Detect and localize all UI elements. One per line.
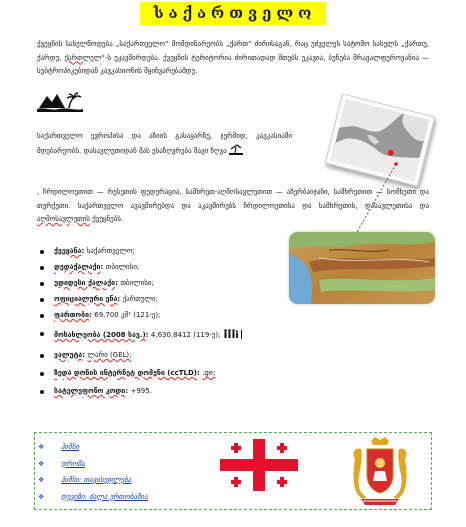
fact-currency: ვალუტა: ლარი (GEL); — [40, 351, 290, 360]
fact-key: ოფიციალური ენა — [54, 295, 118, 303]
fact-capital: დედაქალაქი: თბილისი; — [40, 263, 290, 272]
link-flag[interactable]: დროშა — [61, 459, 85, 468]
fact-value: საქართველო; — [86, 247, 135, 255]
link-motto[interactable]: დევიზი: ძალა ერთობაშია — [61, 492, 148, 501]
fact-key: მოსახლეობა (2008 სავ.) — [54, 331, 146, 339]
intro-paragraph — [37, 38, 429, 79]
intro-text-1: ქვეყნის სახელწოდება „საქართველო“ მომდინარეობს „ქართ“ ძირისაგან, რაც უძველეს სატომო სახელს „ქართუ, ქარდუ, — [37, 40, 429, 62]
georgia-flag-image — [220, 439, 298, 491]
fact-largest-city: უდიდესი ქალაქი: თბილისი; — [40, 279, 290, 288]
link-item — [38, 472, 148, 489]
fact-key: უდიდესი ქალაქი — [54, 279, 116, 287]
fact-value: 69,700 კმ² (121-ე); — [94, 311, 161, 319]
intro-spelling-word: ქართლელ — [64, 53, 102, 62]
fact-language: ოფიციალური ენა: ქართული; — [40, 295, 290, 304]
diamond-bullet-icon: ❖ — [38, 459, 45, 468]
intro-text-2: “-ს უკავშირდება. ქვეყნის ტერიტორია ძირითადად მთებს უკავია, ბუნება მრავალფეროვანია — სუბტროპიკებიდან კავკასიონის მყინვარებამდე. — [37, 53, 429, 75]
beach-icon — [229, 144, 243, 155]
fact-value: თბილისი; — [120, 279, 154, 287]
link-item — [38, 439, 148, 456]
fact-value: .ge; — [202, 369, 216, 377]
people-icon — [223, 329, 239, 338]
fact-phone-code: სატელეფონო კოდი: +995. — [40, 387, 290, 396]
link-item — [38, 489, 148, 506]
coat-of-arms-image — [347, 435, 413, 509]
diamond-bullet-icon: ❖ — [38, 492, 45, 501]
connector-dotted-line — [350, 162, 400, 238]
text-cursor — [241, 330, 242, 339]
geo-text-2: , ჩრდილოეთით — რუსეთის ფედერაცია, სამხრეთ-აღმოსავლეთით — აზერბაიჯანი, სამხრეთით — სომხეთი და თურქეთი. საქართველო ავავშირებდა და აკავშირებს ჩრდილოეთისა და სამხრეთის, დასავლეთისა და — [37, 188, 429, 210]
fact-population: მოსახლეობა (2008 სავ.): 4,630,8412 (119-ე); — [40, 329, 290, 340]
facts-list — [40, 247, 290, 396]
fact-key: ზედა დონის ინტერნეტ დომენი (ccTLD) — [54, 369, 197, 377]
fact-domain: ზედა დონის ინტერნეტ დომენი (ccTLD): .ge; — [40, 369, 290, 378]
title-container — [0, 2, 466, 25]
link-item — [38, 456, 148, 473]
fact-value: ქართული; — [122, 295, 158, 303]
fact-key: დედაქალაქი — [54, 263, 101, 271]
fact-key: ფართობი — [54, 311, 89, 319]
diamond-bullet-icon: ❖ — [38, 443, 45, 451]
geo-spelling-word: აღმოსავლეთის — [37, 215, 90, 223]
fact-value: ლარი (GEL); — [87, 351, 132, 359]
link-anthem[interactable]: ჰიმნი — [61, 443, 80, 451]
fact-key: ქვეყანა — [54, 247, 82, 255]
links-list — [38, 439, 148, 505]
diamond-bullet-icon: ❖ — [38, 476, 45, 484]
fact-value: +995. — [130, 387, 152, 395]
fact-key: ვალუტა — [54, 351, 83, 359]
relief-map-image — [289, 232, 435, 304]
fact-value: 4,630,8412 (119-ე); — [150, 331, 221, 339]
fact-country: ქვეყანა: საქართველო; — [40, 247, 290, 256]
links-and-symbols-box — [34, 432, 432, 510]
fact-value: თბილისი; — [105, 263, 140, 271]
geo-text-1: საქართველო ევროპისა და აზიის გასაყარზე, ჯერმიდ, კავკასიაში მდებარეობს. დასავლეთიდან მას ესაზღვრება შავი ზღვა — [37, 132, 292, 155]
link-anthem-freedom[interactable]: ჰიმნი: თავისუფლება — [61, 476, 132, 484]
island-icon — [37, 90, 83, 112]
geo-paragraph-top — [37, 130, 292, 158]
fact-area: ფართობი: 69,700 კმ² (121-ე); — [40, 311, 290, 320]
geo-text-3: ქვეყნებს. — [89, 215, 124, 223]
page-title: საქართველო — [140, 2, 327, 25]
fact-key: სატელეფონო კოდი — [54, 387, 126, 395]
